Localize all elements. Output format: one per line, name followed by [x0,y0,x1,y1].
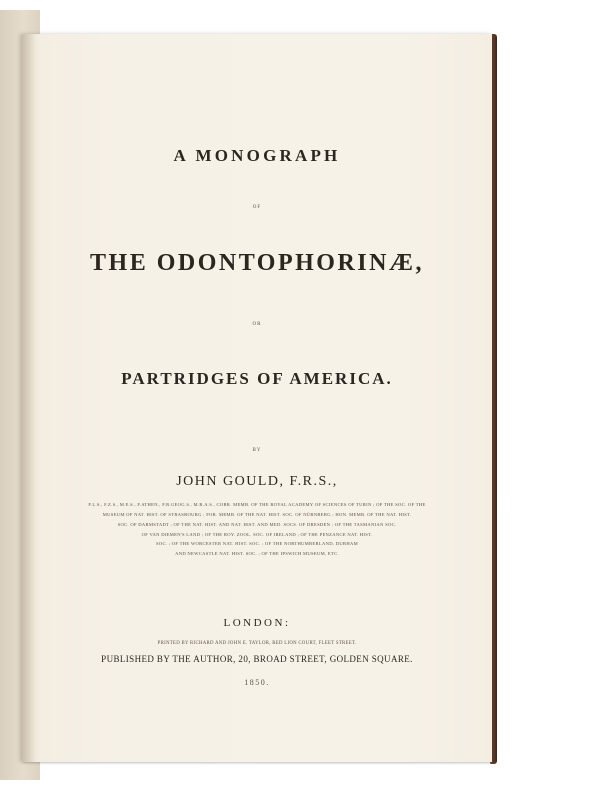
title-line-partridges: PARTRIDGES OF AMERICA. [121,369,393,388]
author-credentials-line: SOC. OF DARMSTADT ; OF THE NAT. HIST. AND NAT. HIST. AND MED. SOCS. OF DRESDEN ; OF THE TASMANIAN SOC. [117,522,397,527]
title-line-odontophorinae: THE ODONTOPHORINÆ, [90,250,424,276]
imprint-year: 1850. [244,678,270,687]
author-credentials-line: AND NEWCASTLE NAT. HIST. SOC. ; OF THE IPSWICH MUSEUM, ETC. [175,551,339,556]
author-credentials-line: SOC. ; OF THE WORCESTER NAT. HIST. SOC. ; OF THE NORTHUMBERLAND, DURHAM [156,541,358,546]
connector-or: OR [252,322,262,327]
author-name: JOHN GOULD, F.R.S., [176,474,338,489]
title-line-monograph: A MONOGRAPH [173,146,341,165]
author-credentials-line: MUSEUM OF NAT. HIST. OF STRASBOURG ; FOR. MEMB. OF THE NAT. HIST. SOC. OF NÜRNBERG ; HON. MEMB. OF THE NAT. HIST. [102,512,412,517]
connector-of: OF [252,205,262,210]
imprint-publisher: PUBLISHED BY THE AUTHOR, 20, BROAD STREET, GOLDEN SQUARE. [101,654,413,664]
page-gutter-shadow [22,34,36,762]
title-page [22,34,492,762]
author-credentials-line: F.L.S., F.Z.S., M.E.S., F.ATHEN., F.R.GEOG.S., M.R.A.S., CORR. MEMB. OF THE ROYAL ACADEMY OF SCIENCES OF TURIN ; OF THE SOC. OF THE [88,502,426,507]
author-credentials-line: OF VAN DIEMEN'S LAND ; OF THE ROY. ZOOL. SOC. OF IRELAND ; OF THE PENZANCE NAT. HIST. [141,532,373,537]
connector-by: BY [252,448,262,453]
imprint-printer: PRINTED BY RICHARD AND JOHN E. TAYLOR, RED LION COURT, FLEET STREET. [157,641,357,646]
imprint-place: LONDON: [223,617,291,629]
